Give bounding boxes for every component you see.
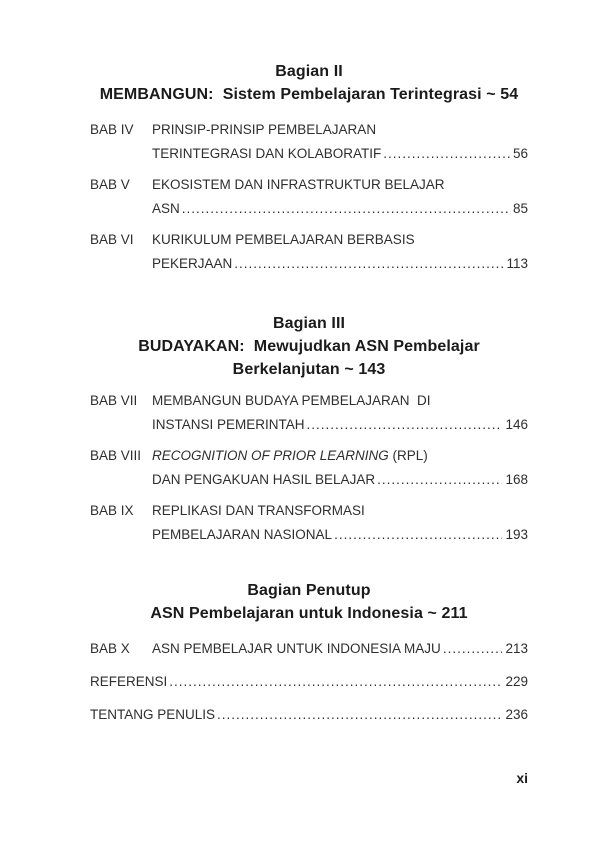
entry-title-line2-row [152,142,528,166]
entry-title-line2: DAN PENGAKUAN HASIL BELAJAR [152,472,376,487]
toc-section-bagian-iii [90,312,528,547]
toc-section-bagian-penutup [90,579,528,661]
section-heading-line: Bagian III [272,315,346,332]
section-heading-line: MEMBANGUN: Sistem Pembelajaran Terintegrasi ~ 54 [99,86,519,103]
entry-label: BAB V [90,177,130,192]
entry-title: REFERENSI [90,674,168,689]
toc-entry-bab-vii [90,389,528,437]
entry-content [152,499,528,547]
entry-content [152,118,528,166]
section-entries [90,389,528,547]
dot-leader [217,703,502,727]
entry-title-line2: ASN [152,201,180,216]
entry-title-line1: PRINSIP-PRINSIP PEMBELAJARAN [152,122,377,137]
entry-title-line1: EKOSISTEM DAN INFRASTRUKTUR BELAJAR [152,177,445,192]
entry-label: BAB IV [90,122,134,137]
dot-leader [182,197,510,221]
dot-leader [377,468,502,492]
entry-label: BAB VIII [90,448,142,463]
entry-title-line2-row [152,413,528,437]
entry-label: BAB VII [90,393,138,408]
entry-title-line2-row [152,197,528,221]
entry-label: BAB X [90,641,130,656]
entry-title-line2-row [152,523,528,547]
toc-entry-tentang-penulis [90,703,528,727]
page-number: xi [516,770,528,786]
entry-content [152,389,528,437]
entry-title-row [152,637,528,661]
toc-section-bagian-ii [90,60,528,276]
entry-title-line2: PEMBELAJARAN NASIONAL [152,527,333,542]
entry-content [152,444,528,492]
entry-label: BAB VI [90,232,134,247]
entry-title-line2: PEKERJAAN [152,256,233,271]
entry-title-line1 [152,444,528,468]
entry-title-line1: KURIKULUM PEMBELAJARAN BERBASIS [152,232,415,247]
dot-leader [443,637,503,661]
toc-entry-bab-ix [90,499,528,547]
entry-title-italic: RECOGNITION OF PRIOR LEARNING [152,448,389,463]
entry-content [152,228,528,276]
section-heading [90,312,528,381]
dot-leader [234,252,503,276]
entry-page-number: 193 [505,527,528,542]
entry-content [152,637,528,661]
entry-page-number: 229 [505,674,528,689]
section-heading-line: ASN Pembelajaran untuk Indonesia ~ 211 [150,605,468,622]
toc-entry-bab-viii [90,444,528,492]
entry-page-number: 85 [512,201,528,216]
toc-entry-bab-v [90,173,528,221]
entry-title-line2: TERINTEGRASI DAN KOLABORATIF [152,146,382,161]
entry-page-number: 236 [505,707,528,722]
section-heading-line: Bagian Penutup [247,582,371,599]
entry-title: TENTANG PENULIS [90,707,216,722]
entry-title-line2: INSTANSI PEMERINTAH [152,417,305,432]
entry-title-regular: (RPL) [388,448,428,463]
section-entries [90,637,528,661]
section-heading [90,60,528,106]
section-heading-line: Bagian II [275,63,343,80]
entry-page-number: 56 [512,146,528,161]
entry-page-number: 213 [505,641,528,656]
section-entries [90,118,528,276]
toc-entry-bab-vi [90,228,528,276]
toc-entry-bab-x [90,637,528,661]
dot-leader [307,413,503,437]
toc-entry-bab-iv [90,118,528,166]
entry-page-number: 146 [505,417,528,432]
entry-label: BAB IX [90,503,134,518]
dot-leader [169,670,502,694]
entry-title-line1: REPLIKASI DAN TRANSFORMASI [152,503,365,518]
entry-title-line1: MEMBANGUN BUDAYA PEMBELAJARAN DI [152,393,431,408]
entry-page-number: 168 [505,472,528,487]
entry-page-number: 113 [506,256,528,271]
dot-leader [334,523,502,547]
entry-title-line1: ASN PEMBELAJAR UNTUK INDONESIA MAJU [152,641,441,656]
section-heading-line: Berkelanjutan ~ 143 [232,361,386,378]
entry-title-line2-row [152,468,528,492]
dot-leader [383,142,510,166]
section-heading-line: BUDAYAKAN: Mewujudkan ASN Pembelajar [138,338,480,355]
section-heading [90,579,528,625]
entry-title-line2-row [152,252,528,276]
entry-content [152,173,528,221]
toc-entry-referensi [90,670,528,694]
